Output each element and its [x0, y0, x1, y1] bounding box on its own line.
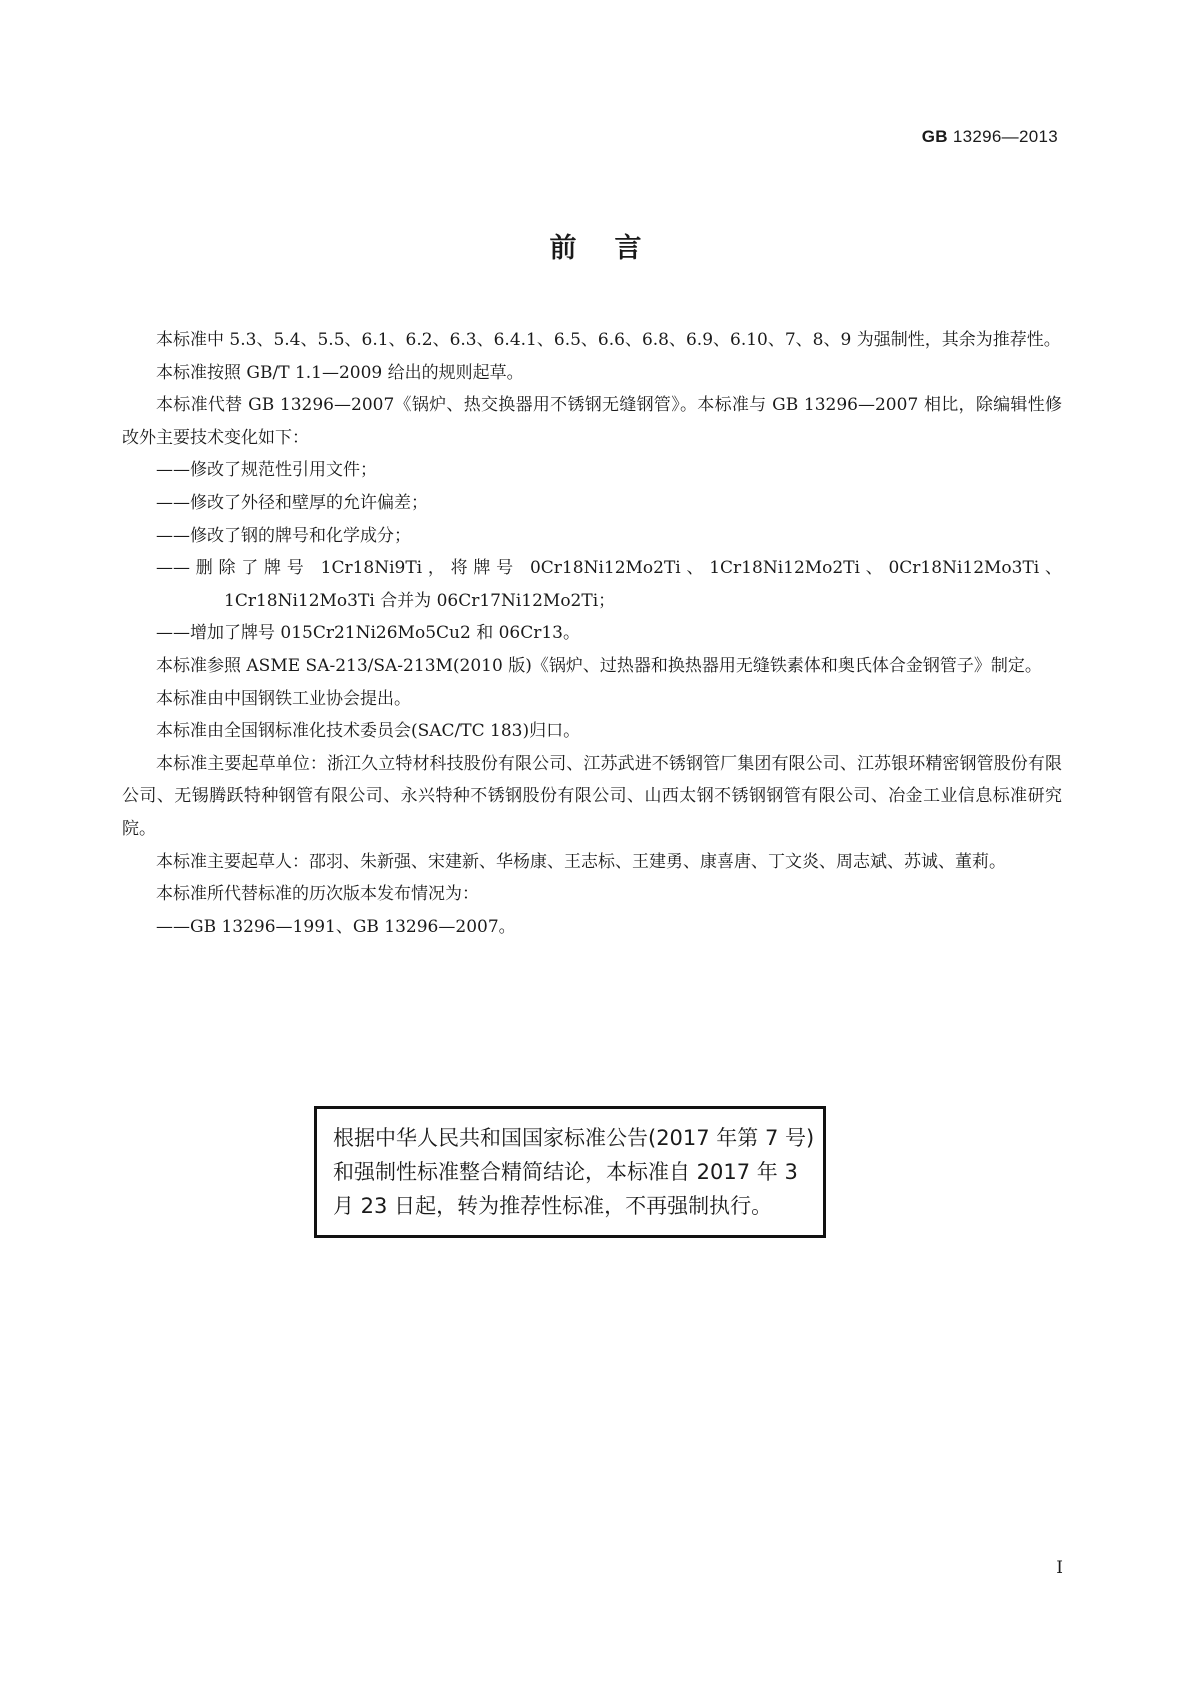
- paragraph-mandatory-clauses: 本标准中 5.3、5.4、5.5、6.1、6.2、6.3、6.4.1、6.5、6.6、6.8、6.9、6.10、7、8、9 为强制性，其余为推荐性。: [156, 330, 1061, 350]
- paragraph-drafting-units: 本标准主要起草单位：浙江久立特材科技股份有限公司、江苏武进不锈钢管厂集团有限公司、江苏银环精密钢管股份有限公司、无锡腾跃特种钢管有限公司、永兴特种不锈钢股份有限公司、山西太钢不锈钢钢管有限公司、冶金工业信息标准研究院。: [122, 753, 1062, 839]
- paragraph-drafters: 本标准主要起草人：邵羽、朱新强、宋建新、华杨康、王志标、王建勇、康喜唐、丁文炎、周志斌、苏诚、董莉。: [156, 851, 1006, 872]
- history-item: ——GB 13296—1991、GB 13296—2007。: [156, 916, 516, 937]
- paragraph-replacement: 本标准代替 GB 13296—2007《锅炉、热交换器用不锈钢无缝钢管》。本标准与 GB 13296—2007 相比，除编辑性修改外主要技术变化如下：: [122, 395, 1062, 448]
- paragraph-drafting-rules: 本标准按照 GB/T 1.1—2009 给出的规则起草。: [156, 362, 524, 383]
- standard-code: [922, 127, 1058, 147]
- change-item: ——删除了牌号 1Cr18Ni9Ti，将牌号 0Cr18Ni12Mo2Ti、1Cr18Ni12Mo2Ti、0Cr18Ni12Mo3Ti、1Cr18Ni12Mo3Ti 合并为 06Cr17Ni12Mo2Ti；: [156, 558, 1062, 611]
- change-item: ——修改了钢的牌号和化学成分；: [156, 525, 411, 546]
- standard-prefix: GB: [921, 127, 948, 146]
- notice-box: 根据中华人民共和国国家标准公告(2017 年第 7 号)和强制性标准整合精简结论，本标准自 2017 年 3 月 23 日起，转为推荐性标准，不再强制执行。: [314, 1106, 826, 1238]
- change-item: ——修改了外径和壁厚的允许偏差；: [156, 492, 428, 513]
- foreword-body: [122, 324, 1062, 943]
- change-item: ——修改了规范性引用文件；: [156, 460, 377, 481]
- paragraph-reference-standard: 本标准参照 ASME SA-213/SA-213M(2010 版)《锅炉、过热器和换热器用无缝铁素体和奥氏体合金钢管子》制定。: [156, 655, 1042, 676]
- paragraph-centralized-by: 本标准由全国钢标准化技术委员会(SAC/TC 183)归口。: [156, 721, 581, 742]
- change-item: ——增加了牌号 015Cr21Ni26Mo5Cu2 和 06Cr13。: [156, 623, 580, 644]
- page-title: 前言: [549, 233, 680, 264]
- standard-number: 13296—2013: [952, 127, 1058, 146]
- page-number: I: [1056, 1558, 1063, 1578]
- paragraph-history-intro: 本标准所代替标准的历次版本发布情况为：: [156, 884, 479, 905]
- paragraph-proposed-by: 本标准由中国钢铁工业协会提出。: [156, 688, 411, 709]
